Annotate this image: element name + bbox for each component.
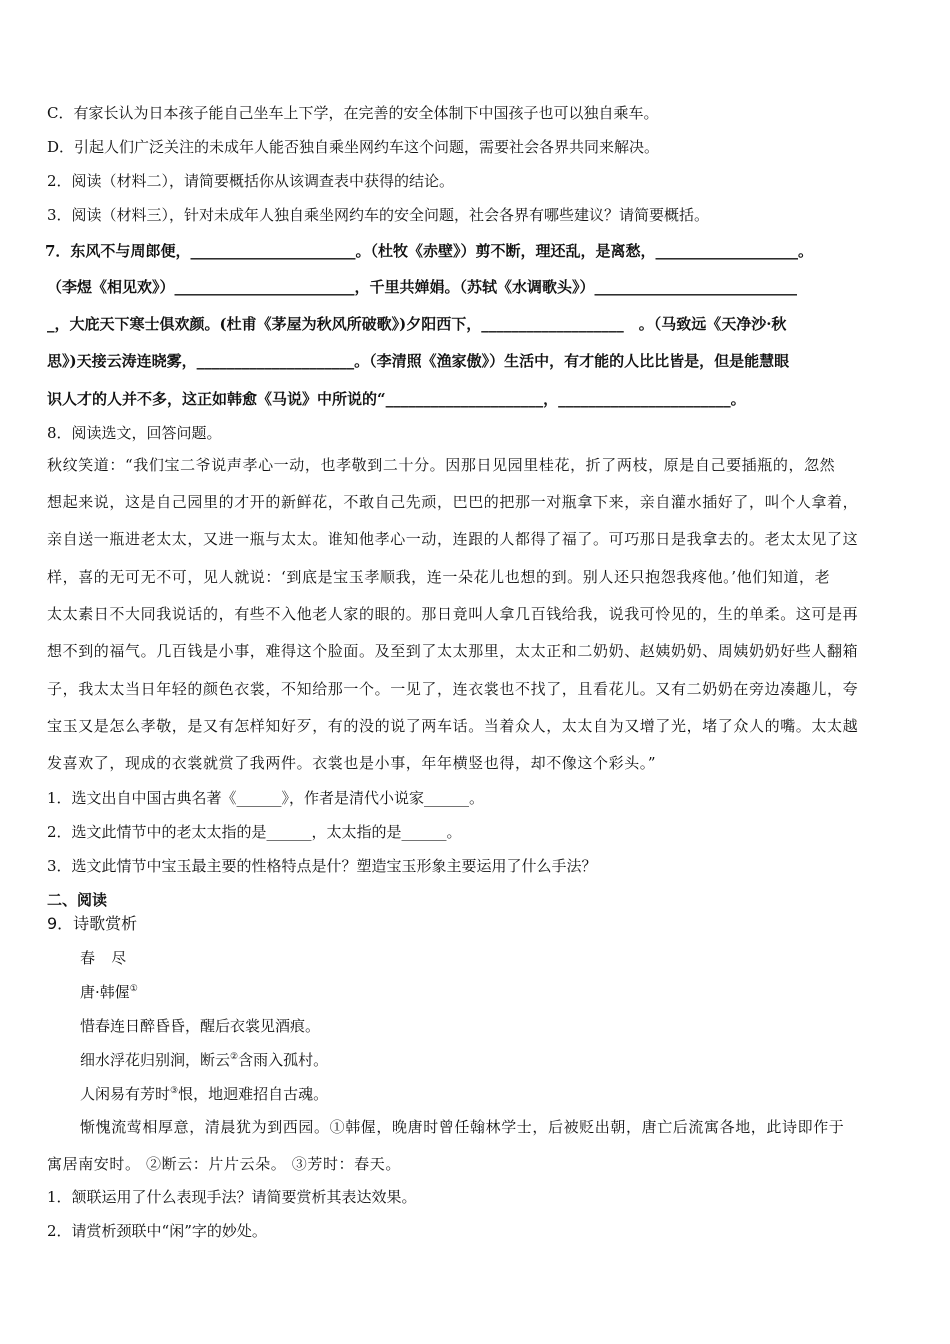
- passage-line: 子，我太太当日年轻的颜色衣裳，不知给那一个。一见了，连衣裳也不找了，且看花儿。又有二奶奶在旁边凑趣儿，夸: [47, 680, 859, 698]
- poem-line: [80, 1015, 940, 1037]
- passage-line: 亲自送一瓶进老太太，又进一瓶与太太。谁知他孝心一动，连跟的人都得了福了。可巧那日是我拿去的。老太太见了这: [47, 530, 859, 548]
- footnote-marker: ②: [230, 1052, 239, 1062]
- q7-line-3: _，大庇天下寒士俱欢颜。(杜甫《茅屋为秋风所破歌》)夕阳西下，___________________ 。（马致远《天净沙·秋: [47, 315, 787, 333]
- q7-line-1: 7．东风不与周郎便，______________________。（杜牧《赤壁》）剪不断，理还乱，是离愁，___________________。: [45, 242, 813, 260]
- passage-line: 秋纹笑道：“我们宝二爷说声孝心一动，也孝敬到二十分。因那日见园里桂花，折了两枝，原是自己要插瓶的，忽然: [47, 456, 836, 474]
- passage-line: 想不到的福气。几百钱是小事，难得这个脸面。及至到了太太那里，太太正和二奶奶、赵姨奶奶、周姨奶奶好些人翻箱: [47, 642, 859, 660]
- poem-text: 惜春连日醉昏昏，醒后衣裳见酒痕。: [80, 1017, 321, 1035]
- q9-title: 9．诗歌赏析: [47, 914, 138, 933]
- poem-author-name: 唐·韩偓: [80, 983, 130, 1001]
- poem-notes-line-2: 寓居南安时。 ②断云：片片云朵。 ③芳时：春天。: [47, 1155, 401, 1173]
- q1-subquestion-3: 3．阅读（材料三），针对未成年人独自乘坐网约车的安全问题，社会各界有哪些建议？请简要概括。: [47, 206, 710, 224]
- passage-line: 太太素日不大同我说话的，有些不入他老人家的眼的。那日竟叫人拿几百钱给我，说我可怜见的，生的单柔。这可是再: [47, 605, 859, 623]
- poem-line: [80, 1049, 940, 1071]
- q1-option-c: C．有家长认为日本孩子能自己坐车上下学，在完善的安全体制下中国孩子也可以独自乘车。: [47, 104, 659, 122]
- poem-text: 含雨入孤村。: [238, 1051, 329, 1069]
- q7-line-4: 思》)天接云涛连晓雾，_____________________。（李清照《渔家傲》）生活中，有才能的人比比皆是，但是能慧眼: [47, 352, 790, 370]
- passage-line: 宝玉又是怎么孝敬，是又有怎样知好歹，有的没的说了两车话。当着众人，太太自为又增了光，堵了众人的嘴。太太越: [47, 717, 859, 735]
- q9-subquestion-2: 2．请赏析颈联中“闲”字的妙处。: [47, 1222, 267, 1240]
- passage-line: 发喜欢了，现成的衣裳就赏了我两件。衣裳也是小事，年年横竖也得，却不像这个彩头。”: [47, 754, 657, 772]
- poem-text: 细水浮花归别涧，断云: [80, 1051, 231, 1069]
- passage-line: 样，喜的无可无不可，见人就说：‘到底是宝玉孝顺我，连一朵花儿也想的到。别人还只抱怨我疼他。’他们知道，老: [47, 568, 831, 586]
- q8-subquestion-1: 1．选文出自中国古典名著《______》，作者是清代小说家______。: [47, 789, 485, 807]
- poem-title: 春 尽: [80, 949, 127, 967]
- q9-subquestion-1: 1．颔联运用了什么表现手法？请简要赏析其表达效果。: [47, 1188, 417, 1206]
- q1-option-d: D．引起人们广泛关注的未成年人能否独自乘坐网约车这个问题，需要社会各界共同来解决。: [47, 138, 660, 156]
- poem-notes-line-1: 惭愧流莺相厚意，清晨犹为到西园。①韩偓，晚唐时曾任翰林学士，后被贬出朝，唐亡后流寓各地，此诗即作于: [80, 1118, 845, 1136]
- section-heading: 二、阅读: [47, 891, 108, 909]
- q1-subquestion-2: 2．阅读（材料二），请简要概括你从该调查表中获得的结论。: [47, 172, 455, 190]
- q7-line-5: 识人才的人并不多，这正如韩愈《马说》中所说的“_____________________，_______________________。: [47, 390, 746, 408]
- q7-line-2: （李煜《相见欢》）________________________，千里共婵娟。（苏轼《水调歌头》）___________________________: [47, 278, 798, 296]
- poem-line: [80, 1083, 940, 1105]
- poem-text: 恨，地迥难招自古魂。: [178, 1085, 329, 1103]
- poem-author: [80, 981, 940, 1003]
- passage-line: 想起来说，这是自己园里的才开的新鲜花，不敢自己先顽，巴巴的把那一对瓶拿下来，亲自灌水插好了，叫个人拿着，: [47, 493, 859, 511]
- q8-subquestion-3: 3．选文此情节中宝玉最主要的性格特点是什？塑造宝玉形象主要运用了什么手法？: [47, 857, 597, 875]
- poem-text: 人闲易有芳时: [80, 1085, 171, 1103]
- footnote-marker: ③: [170, 1086, 179, 1096]
- q8-intro: 8．阅读选文，回答问题。: [47, 424, 222, 442]
- footnote-marker: ①: [129, 984, 138, 994]
- q8-subquestion-2: 2．选文此情节中的老太太指的是______，太太指的是______。: [47, 823, 462, 841]
